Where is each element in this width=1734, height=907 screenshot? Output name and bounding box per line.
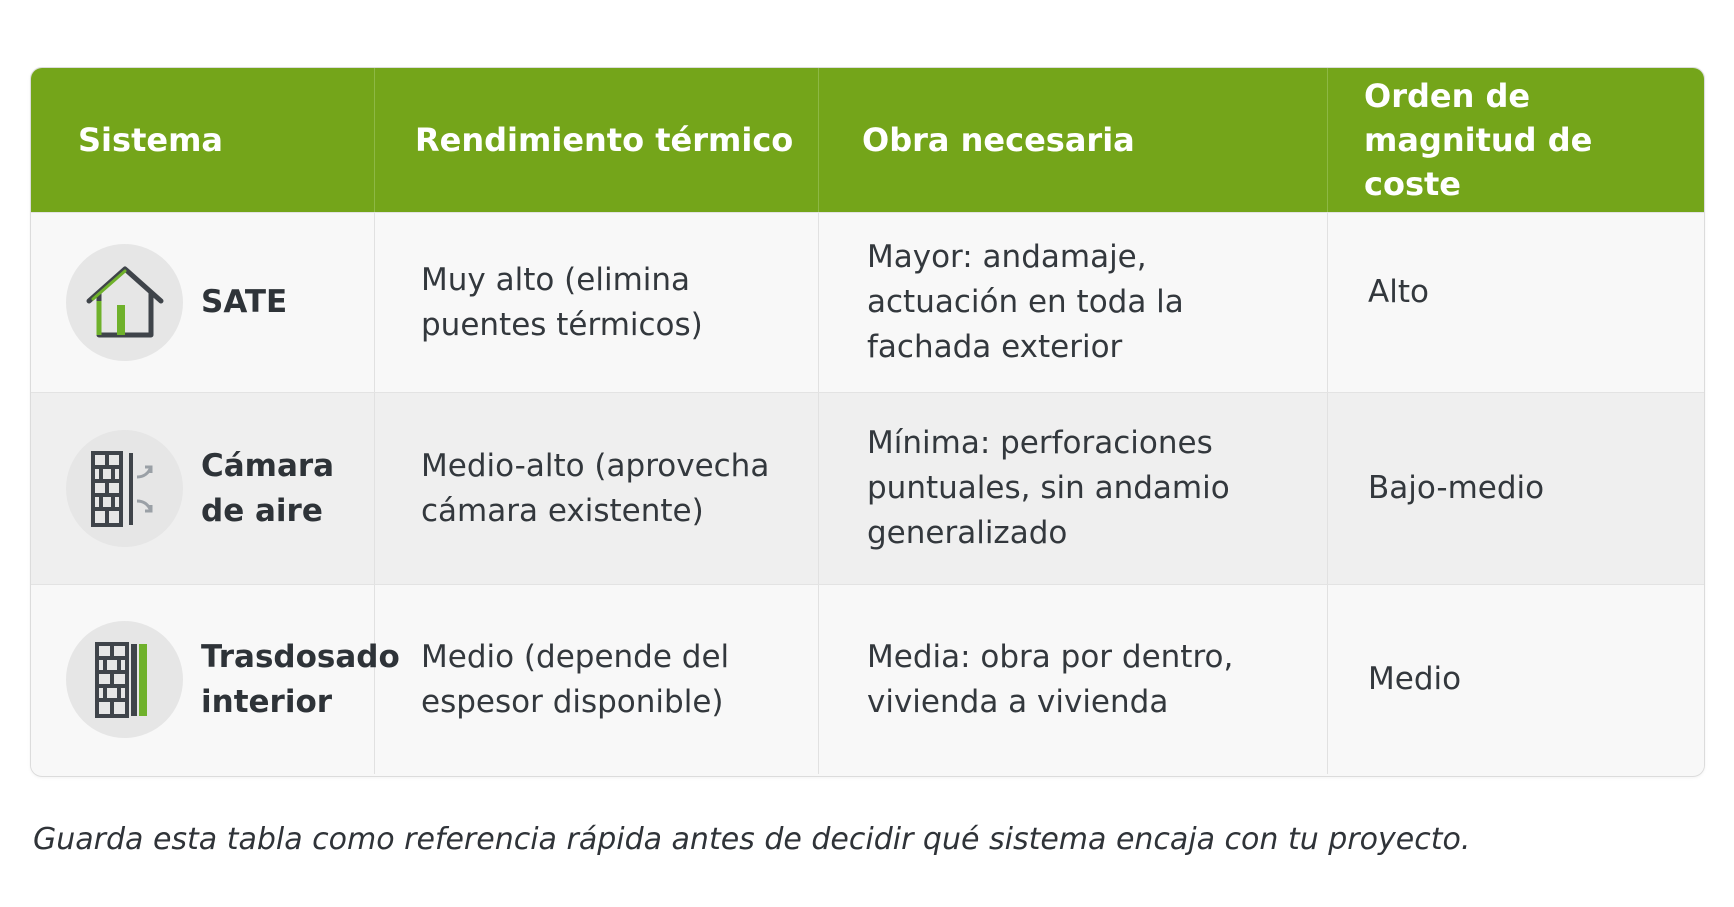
rendimiento-cell xyxy=(375,585,819,774)
header-coste: Orden de magnitud de coste xyxy=(1364,77,1593,203)
system-cell xyxy=(31,213,375,392)
system-cell xyxy=(31,585,400,774)
table-row xyxy=(31,212,1704,392)
header-cell-rendimiento xyxy=(375,68,819,212)
brick-wall-lining-icon xyxy=(66,621,183,738)
coste-text: Alto xyxy=(1368,274,1429,310)
table-row xyxy=(31,392,1704,584)
comparison-table xyxy=(30,67,1705,777)
table-header-row xyxy=(31,68,1704,212)
header-sistema: Sistema xyxy=(78,121,223,159)
coste-cell xyxy=(1328,213,1704,392)
house-icon xyxy=(66,244,183,361)
header-cell-sistema xyxy=(31,68,375,212)
system-name: Cámara de aire xyxy=(201,447,335,529)
coste-cell xyxy=(1328,585,1704,774)
rendimiento-text: Muy alto (elimina puentes térmicos) xyxy=(421,261,703,343)
header-cell-obra xyxy=(819,68,1328,212)
system-cell xyxy=(31,393,375,584)
obra-text: Mayor: andamaje, actuación en toda la fachada exterior xyxy=(867,239,1184,365)
table-caption: Guarda esta tabla como referencia rápida antes de decidir qué sistema encaja con tu proyecto. xyxy=(33,822,1471,857)
rendimiento-text: Medio (depende del espesor disponible) xyxy=(421,638,730,720)
system-name: Trasdosado interior xyxy=(201,638,400,720)
obra-cell xyxy=(819,213,1328,392)
obra-text: Media: obra por dentro, vivienda a vivienda xyxy=(867,638,1234,720)
header-cell-coste xyxy=(1328,68,1704,212)
obra-cell xyxy=(819,585,1328,774)
coste-text: Medio xyxy=(1368,661,1462,697)
brick-wall-air-icon xyxy=(66,430,183,547)
header-obra: Obra necesaria xyxy=(862,121,1135,159)
obra-cell xyxy=(819,393,1328,584)
rendimiento-cell xyxy=(375,213,819,392)
coste-text: Bajo-medio xyxy=(1368,470,1545,506)
rendimiento-text: Medio-alto (aprovecha cámara existente) xyxy=(421,447,770,529)
obra-text: Mínima: perforaciones puntuales, sin andamio generalizado xyxy=(867,425,1230,551)
rendimiento-cell xyxy=(375,393,819,584)
coste-cell xyxy=(1328,393,1704,584)
table-row xyxy=(31,584,1704,774)
header-rendimiento: Rendimiento térmico xyxy=(415,121,794,159)
system-name: SATE xyxy=(201,284,288,320)
